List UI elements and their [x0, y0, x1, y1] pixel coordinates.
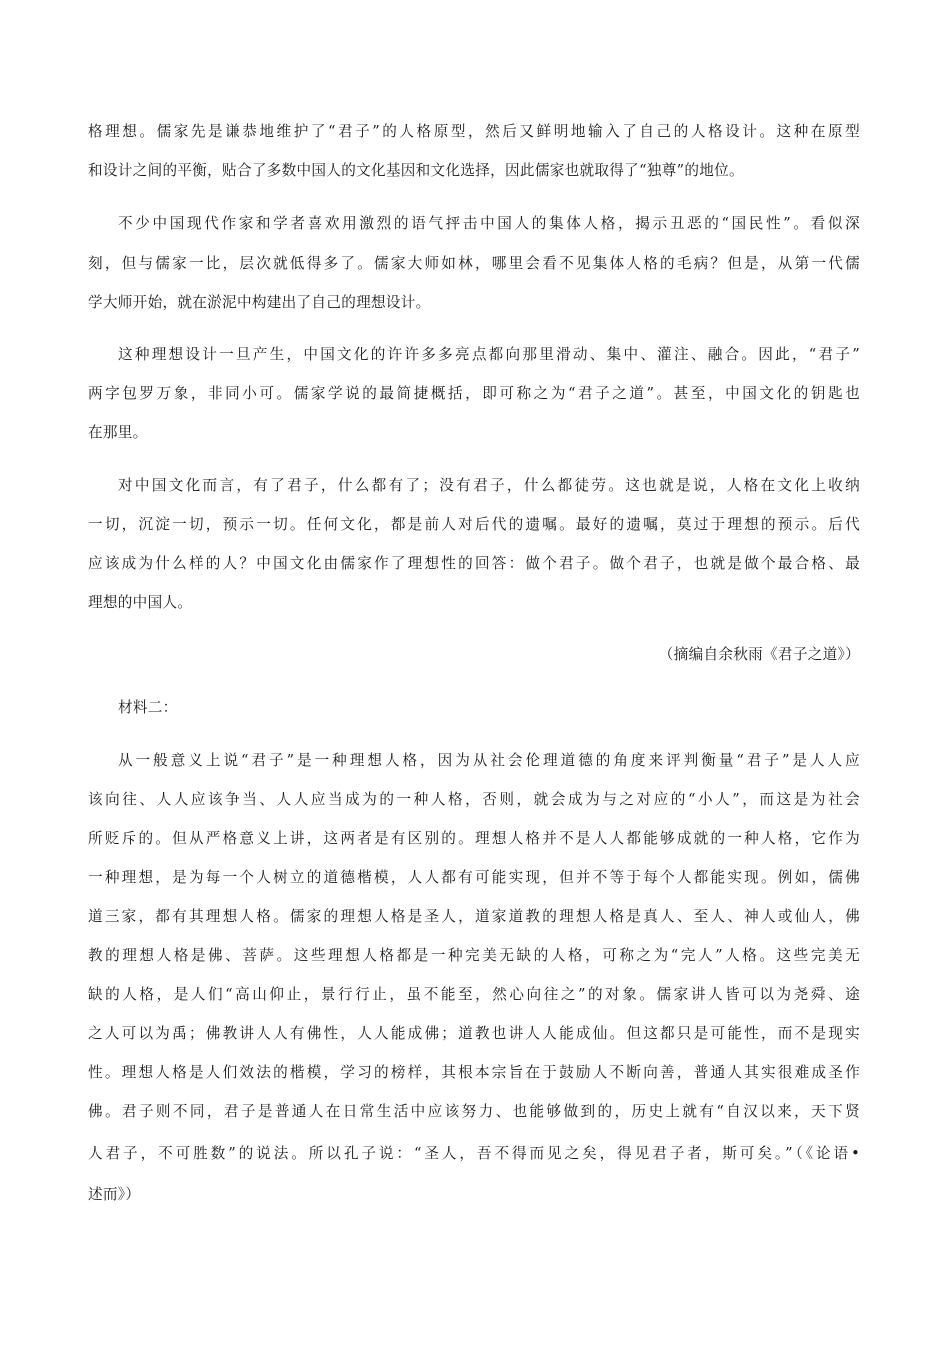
- paragraph-line: 缺的人格，是人们“高山仰止，景行行止，虽不能至，然心向往之”的对象。儒家讲人皆可以为尧舜、途: [88, 986, 860, 1003]
- paragraph-line: 应该成为什么样的人？中国文化由儒家作了理想性的回答：做个君子。做个君子，也就是做个最合格、最: [88, 555, 860, 572]
- paragraph-line: 两字包罗万象，非同小可。儒家学说的最简捷概括，即可称之为“君子之道”。甚至，中国文化的钥匙也: [88, 385, 860, 402]
- paragraph-line: 对中国文化而言，有了君子，什么都有了；没有君子，什么都徒劳。这也就是说，人格在文化上收纳: [118, 477, 860, 494]
- paragraph-line: 一切，沉淀一切，预示一切。任何文化，都是前人对后代的遗嘱。最好的遗嘱，莫过于理想的预示。后代: [88, 516, 860, 533]
- paragraph-line: 学大师开始，就在淤泥中构建出了自己的理想设计。: [88, 294, 431, 311]
- paragraph-line: 之人可以为禹；佛教讲人人有佛性，人人能成佛；道教也讲人人能成仙。但这都只是可能性，而不是现实: [88, 1025, 860, 1042]
- paragraph-line: 不少中国现代作家和学者喜欢用激烈的语气抨击中国人的集体人格，揭示丑恶的“国民性”。看似深: [118, 215, 860, 232]
- paragraph-line: 理想的中国人。: [88, 594, 193, 611]
- paragraph-line: 从一般意义上说“君子”是一种理想人格，因为从社会伦理道德的角度来评判衡量“君子”是人人应: [118, 752, 860, 769]
- paragraph-line: 人君子，不可胜数”的说法。所以孔子说：“圣人，吾不得而见之矣，得见君子者，斯可矣。”（《论语•: [88, 1145, 860, 1162]
- paragraph-line: 该向往、人人应该争当、人人应当成为的一种人格，否则，就会成为与之对应的“小人”，而这是为社会: [88, 791, 860, 808]
- paragraph-line: 教的理想人格是佛、菩萨。这些理想人格都是一种完美无缺的人格，可称之为“完人”人格。这些完美无: [88, 947, 860, 964]
- paragraph-line: 和设计之间的平衡，贴合了多数中国人的文化基因和文化选择，因此儒家也就取得了“独尊”的地位。: [88, 162, 744, 179]
- paragraph-line: 述而》）: [88, 1186, 141, 1203]
- paragraph-line: 佛。君子则不同，君子是普通人在日常生活中应该努力、也能够做到的，历史上就有“自汉以来，天下贤: [88, 1103, 860, 1120]
- paragraph-line: 道三家，都有其理想人格。儒家的理想人格是圣人，道家道教的理想人格是真人、至人、神人或仙人，佛: [88, 908, 860, 925]
- paragraph-line: 格理想。儒家先是谦恭地维护了“君子”的人格原型，然后又鲜明地输入了自己的人格设计。这种在原型: [88, 123, 860, 140]
- paragraph-line: 所贬斥的。但从严格意义上讲，这两者是有区别的。理想人格并不是人人都能够成就的一种人格，它作为: [88, 830, 860, 847]
- paragraph-line: 性。理想人格是人们效法的楷模，学习的榜样，其根本宗旨在于鼓励人不断向善，普通人其实很难成圣作: [88, 1064, 860, 1081]
- section-heading: 材料二：: [118, 699, 178, 716]
- paragraph-line: 这种理想设计一旦产生，中国文化的许许多多亮点都向那里滑动、集中、灌注、融合。因此，“君子”: [118, 346, 860, 363]
- paragraph-line: 一种理想，是为每一个人树立的道德楷模，人人都有可能实现，但并不等于每个人都能实现。例如，儒佛: [88, 869, 860, 886]
- paragraph-line: 在那里。: [88, 424, 148, 441]
- paragraph-line: 刻，但与儒家一比，层次就低得多了。儒家大师如林，哪里会看不见集体人格的毛病？但是，从第一代儒: [88, 255, 860, 272]
- source-citation: （摘编自余秋雨《君子之道》）: [658, 646, 860, 663]
